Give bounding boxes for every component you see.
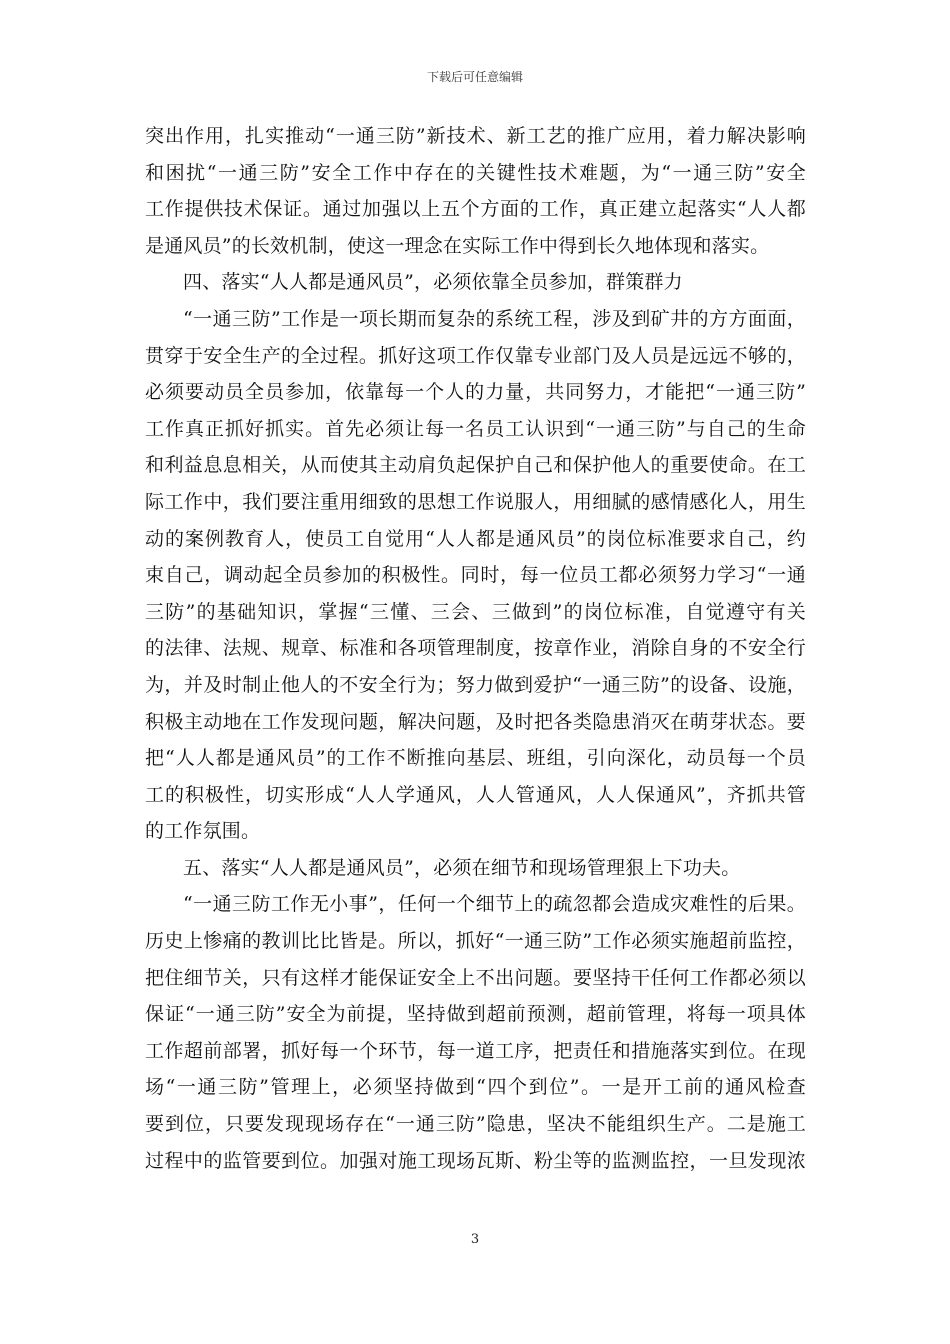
text-line: 是通风员”的长效机制，使这一理念在实际工作中得到长久地体现和落实。 bbox=[145, 234, 770, 257]
text-line: 际工作中，我们要注重用细致的思想工作说服人，用细腻的感情感化人，用生 bbox=[145, 490, 806, 513]
text-line: 必须要动员全员参加，依靠每一个人的力量，共同努力，才能把“一通三防” bbox=[145, 381, 806, 404]
paragraph-section-5 bbox=[145, 886, 806, 1179]
text-line: 工作真正抓好抓实。首先必须让每一名员工认识到“一通三防”与自己的生命 bbox=[145, 417, 806, 440]
text-line: “一通三防工作无小事”，任何一个细节上的疏忽都会造成灾难性的后果。 bbox=[183, 893, 806, 916]
text-line: 积极主动地在工作发现问题，解决问题，及时把各类隐患消灭在萌芽状态。要 bbox=[145, 710, 806, 733]
document-body bbox=[145, 118, 806, 1179]
text-line: 工的积极性，切实形成“人人学通风，人人管通风，人人保通风”，齐抓共管 bbox=[145, 783, 806, 806]
heading-line: 五、落实“人人都是通风员”，必须在细节和现场管理狠上下功夫。 bbox=[183, 856, 741, 879]
text-line: 动的案例教育人，使员工自觉用“人人都是通风员”的岗位标准要求自己，约 bbox=[145, 527, 806, 550]
section-heading-4 bbox=[145, 264, 806, 301]
text-line: 突出作用，扎实推动“一通三防”新技术、新工艺的推广应用，着力解决影响 bbox=[145, 125, 806, 147]
text-line: “一通三防”工作是一项长期而复杂的系统工程，涉及到矿井的方方面面， bbox=[183, 307, 806, 330]
text-line: 把住细节关，只有这样才能保证安全上不出问题。要坚持干任何工作都必须以 bbox=[145, 966, 806, 989]
paragraph-section-4 bbox=[145, 301, 806, 850]
section-heading-5 bbox=[145, 850, 806, 887]
page-header: 下载后可任意编辑 bbox=[426, 70, 523, 84]
text-line: 历史上惨痛的教训比比皆是。所以，抓好“一通三防”工作必须实施超前监控， bbox=[145, 930, 806, 953]
text-line: 和利益息息相关，从而使其主动肩负起保护自己和保护他人的重要使命。在工 bbox=[145, 454, 806, 477]
text-line: 场“一通三防”管理上，必须坚持做到“四个到位”。一是开工前的通风检查 bbox=[145, 1076, 806, 1099]
text-line: 的工作氛围。 bbox=[145, 820, 261, 843]
text-line: 保证“一通三防”安全为前提，坚持做到超前预测，超前管理，将每一项具体 bbox=[145, 1003, 806, 1026]
text-line: 把“人人都是通风员”的工作不断推向基层、班组，引向深化，动员每一个员 bbox=[145, 747, 806, 770]
text-line: 要到位，只要发现现场存在“一通三防”隐患，坚决不能组织生产。二是施工 bbox=[145, 1113, 806, 1136]
text-line: 和困扰“一通三防”安全工作中存在的关键性技术难题，为“一通三防”安全 bbox=[145, 161, 806, 184]
heading-line: 四、落实“人人都是通风员”，必须依靠全员参加，群策群力 bbox=[183, 271, 683, 294]
text-line: 束自己，调动起全员参加的积极性。同时，每一位员工都必须努力学习“一通 bbox=[145, 564, 806, 587]
text-line: 工作提供技术保证。通过加强以上五个方面的工作，真正建立起落实“人人都 bbox=[145, 198, 806, 221]
text-line: 过程中的监管要到位。加强对施工现场瓦斯、粉尘等的监测监控，一旦发现浓 bbox=[145, 1149, 806, 1172]
text-line: 工作超前部署，抓好每一个环节，每一道工序，把责任和措施落实到位。在现 bbox=[145, 1039, 806, 1062]
text-line: 三防”的基础知识，掌握“三懂、三会、三做到”的岗位标准，自觉遵守有关 bbox=[145, 600, 806, 623]
text-line: 的法律、法规、规章、标准和各项管理制度，按章作业，消除自身的不安全行 bbox=[145, 637, 806, 660]
text-line: 贯穿于安全生产的全过程。抓好这项工作仅靠专业部门及人员是远远不够的， bbox=[145, 344, 806, 367]
text-line: 为，并及时制止他人的不安全行为；努力做到爱护“一通三防”的设备、设施， bbox=[145, 673, 806, 696]
paragraph-continuation bbox=[145, 118, 806, 264]
page-number: 3 bbox=[470, 1232, 480, 1247]
